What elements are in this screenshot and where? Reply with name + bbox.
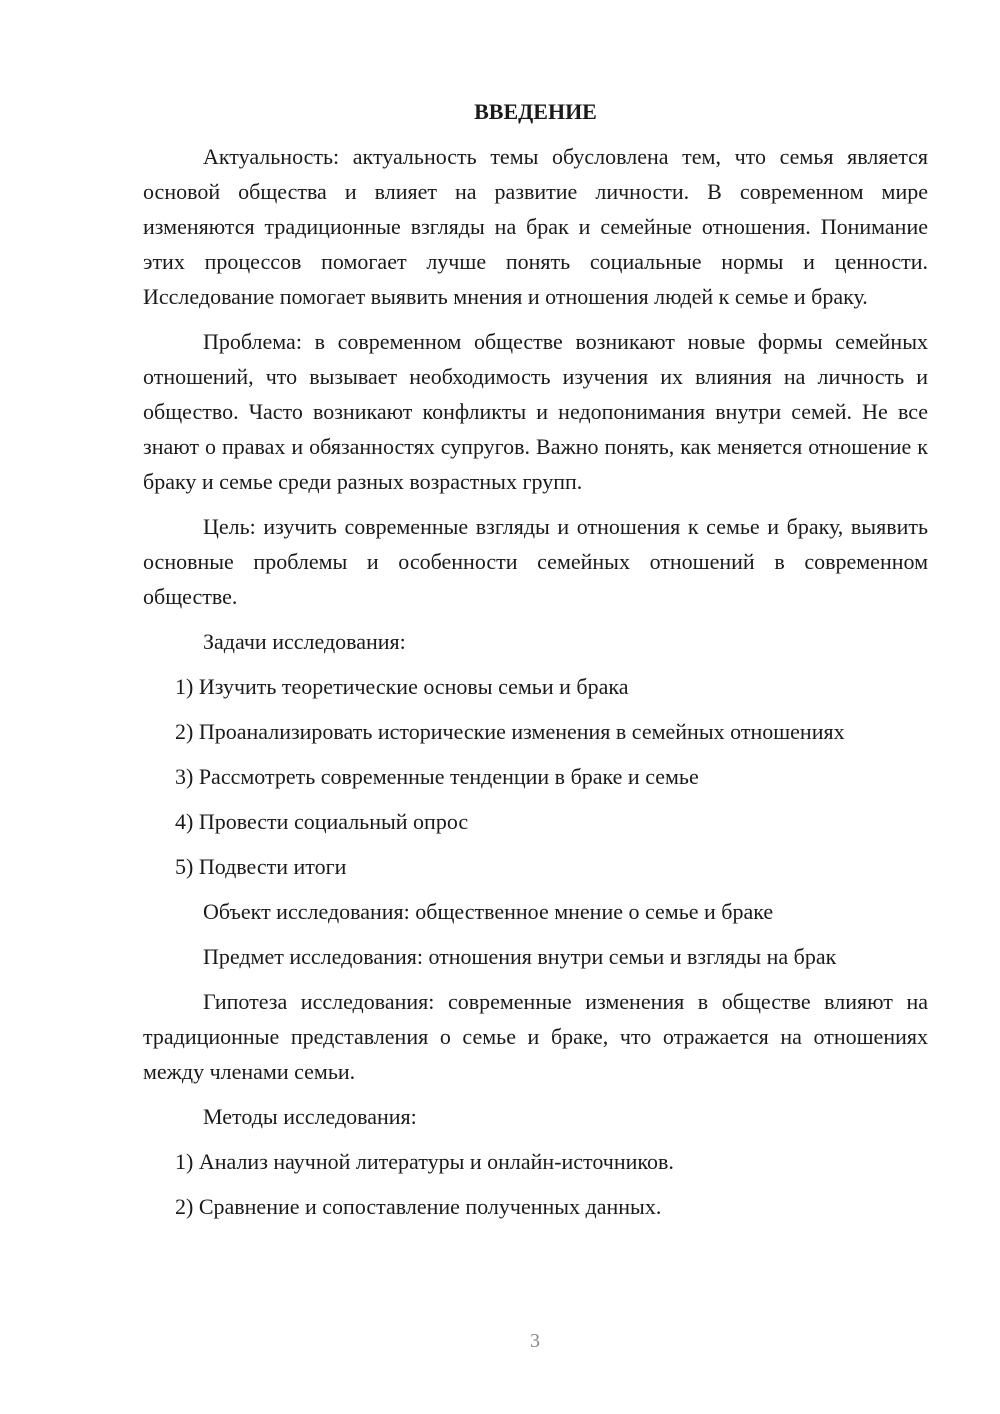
- task-item: 2) Проанализировать исторические изменения в семейных отношениях: [175, 719, 845, 744]
- task-item: 1) Изучить теоретические основы семьи и брака: [175, 674, 629, 699]
- subject-line: Предмет исследования: отношения внутри семьи и взгляды на брак: [203, 944, 837, 969]
- method-item: 1) Анализ научной литературы и онлайн-источников.: [175, 1149, 674, 1174]
- problem-paragraph: Проблема: в современном обществе возникают новые формы семейных отношений, что вызывает необходимость изучения их влияния на личность и общество. Часто возникают конфликты и недопонимания внутри семей. Не все знают о правах и обязанностях супругов. Важно понять, как меняется отношение к браку и семье среди разных возрастных групп.: [143, 329, 928, 494]
- task-item: 3) Рассмотреть современные тенденции в браке и семье: [175, 764, 699, 789]
- method-item: 2) Сравнение и сопоставление полученных данных.: [175, 1194, 662, 1219]
- goal-paragraph: Цель: изучить современные взгляды и отношения к семье и браку, выявить основные проблемы и особенности семейных отношений в современном обществе.: [143, 514, 928, 609]
- page-number: 3: [530, 1330, 540, 1352]
- task-item: 5) Подвести итоги: [175, 854, 347, 879]
- tasks-heading: Задачи исследования:: [203, 629, 406, 654]
- section-title: ВВЕДЕНИЕ: [474, 99, 597, 124]
- hypothesis-paragraph: Гипотеза исследования: современные изменения в обществе влияют на традиционные представления о семье и браке, что отражается на отношениях между членами семьи.: [143, 989, 928, 1084]
- relevance-paragraph: Актуальность: актуальность темы обусловлена тем, что семья является основой общества и влияет на развитие личности. В современном мире изменяются традиционные взгляды на брак и семейные отношения. Понимание этих процессов помогает лучше понять социальные нормы и ценности. Исследование помогает выявить мнения и отношения людей к семье и браку.: [143, 144, 928, 309]
- page-content: [143, 94, 928, 1234]
- methods-heading: Методы исследования:: [203, 1104, 417, 1129]
- object-line: Объект исследования: общественное мнение о семье и браке: [203, 899, 774, 924]
- task-item: 4) Провести социальный опрос: [175, 809, 469, 834]
